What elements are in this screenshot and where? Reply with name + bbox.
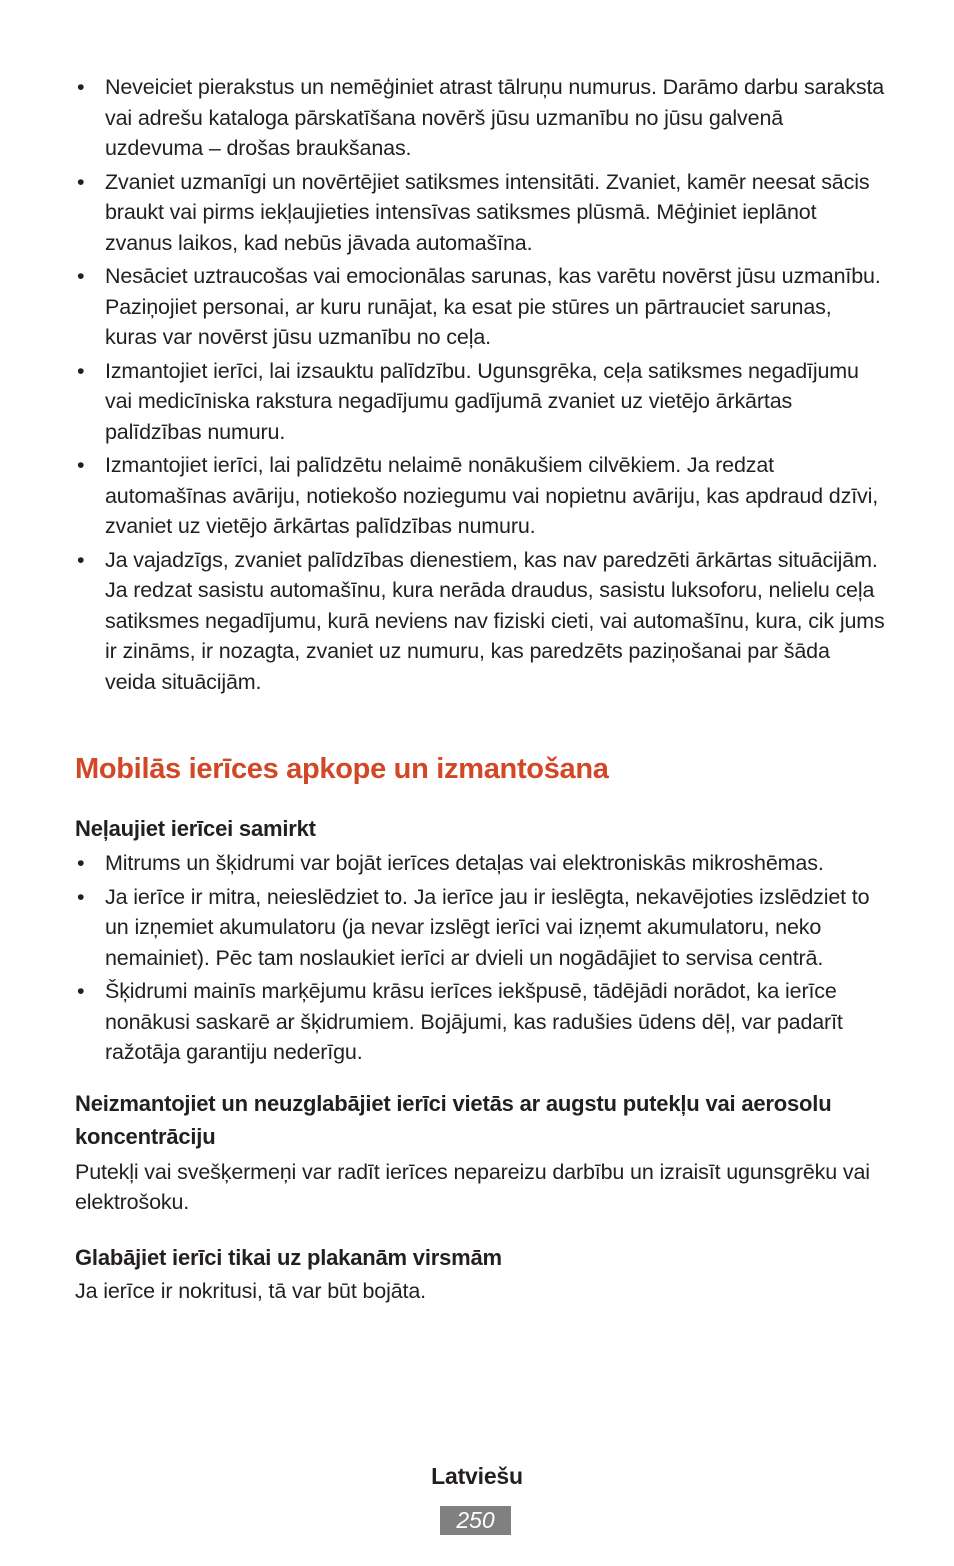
subsection-heading-moisture: Neļaujiet ierīcei samirkt: [75, 816, 316, 841]
bullet-icon: •: [77, 884, 85, 909]
section-title: Mobilās ierīces apkope un izmantošana: [75, 753, 609, 785]
bullet-icon: •: [77, 851, 85, 875]
list-item: [75, 545, 885, 698]
list-item-text: Izmantojiet ierīci, lai izsauktu palīdzību. Ugunsgrēka, ceļa satiksmes negadījumu vai medicīniska rakstura negadījumu gadījumā zvaniet uz vietējo ārkārtas palīdzības numuru.: [105, 358, 859, 444]
list-item-text: Ja vajadzīgs, zvaniet palīdzības dienestiem, kas nav paredzēti ārkārtas situācijām. Ja redzat sasistu automašīnu, kura nerāda draudus, sasistu luksoforu, nelielu ceļa satiksmes negadījumu, kurā neviens nav fiziski cieti, vai automašīnu, kura, cik jums ir zināms, ir nozagta, zvaniet uz numuru, kas paredzēts paziņošanai par šāda veida situācijām.: [105, 547, 885, 694]
list-item: [75, 356, 885, 448]
list-item: [75, 882, 885, 974]
list-item: [75, 848, 885, 879]
bullet-icon: •: [77, 169, 85, 194]
paragraph-flat-surfaces: Ja ierīce ir nokritusi, tā var būt bojāta.: [75, 1278, 427, 1303]
page-number-badge: 250: [440, 1506, 511, 1535]
list-item: [75, 261, 885, 353]
list-item: [75, 976, 885, 1068]
subsection-heading-dust: Neizmantojiet un neuzglabājiet ierīci vietās ar augstu putekļu vai aerosolu koncentrāciju: [75, 1090, 832, 1149]
bullet-icon: •: [77, 979, 85, 1003]
list-item: [75, 450, 885, 542]
list-item-text: Zvaniet uzmanīgi un novērtējiet satiksmes intensitāti. Zvaniet, kamēr neesat sācis braukt vai pirms iekļaujieties intensīvas satiksmes plūsmā. Mēģiniet ieplānot zvanus laikos, kad nebūs jāvada automašīna.: [105, 169, 870, 255]
bullet-icon: •: [77, 358, 85, 383]
bullet-icon: •: [77, 75, 85, 99]
page-content: [75, 72, 885, 1306]
list-item-text: Neveiciet pierakstus un nemēģiniet atrast tālruņu numurus. Darāmo darbu saraksta vai adrešu kataloga pārskatīšana novērš jūsu uzmanību no jūsu galvenā uzdevuma – drošas braukšanas.: [105, 75, 885, 160]
list-item-text: Ja ierīce ir mitra, neieslēdziet to. Ja ierīce jau ir ieslēgta, nekavējoties izslēdziet to un izņemiet akumulatoru (ja nevar izslēgt ierīci vai izņemt akumulatoru, neko nemainiet). Pēc tam noslaukiet ierīci ar dvieli un nogādājiet to servisa centrā.: [105, 884, 870, 970]
paragraph-dust: Putekļi vai svešķermeņi var radīt ierīces nepareizu darbību un izraisīt ugunsgrēku vai elektrošoku.: [75, 1159, 870, 1214]
list-item: [75, 167, 885, 259]
bullet-icon: •: [77, 453, 85, 477]
driving-safety-list: [75, 72, 885, 697]
bullet-icon: •: [77, 547, 85, 572]
bullet-icon: •: [77, 264, 85, 288]
list-item: [75, 72, 885, 164]
list-item-text: Izmantojiet ierīci, lai palīdzētu nelaimē nonākušiem cilvēkiem. Ja redzat automašīnas avāriju, notiekošo noziegumu vai nopietnu avāriju, kas apdraud dzīvi, zvaniet uz vietējo ārkārtas palīdzības numuru.: [105, 453, 879, 538]
moisture-list: [75, 848, 885, 1068]
footer-language: Latviešu: [431, 1463, 523, 1489]
list-item-text: Mitrums un šķidrumi var bojāt ierīces detaļas vai elektroniskās mikroshēmas.: [105, 851, 824, 875]
subsection-heading-flat-surfaces: Glabājiet ierīci tikai uz plakanām virsmām: [75, 1244, 502, 1270]
list-item-text: Šķidrumi mainīs marķējumu krāsu ierīces iekšpusē, tādējādi norādot, ka ierīce nonākusi saskarē ar šķidrumiem. Bojājumi, kas radušies ūdens dēļ, var padarīt ražotāja garantiju nederīgu.: [105, 979, 843, 1064]
list-item-text: Nesāciet uztraucošas vai emocionālas sarunas, kas varētu novērst jūsu uzmanību. Paziņojiet personai, ar kuru runājat, ka esat pie stūres un pārtrauciet sarunas, kuras var novērst jūsu uzmanību no ceļa.: [105, 264, 881, 349]
